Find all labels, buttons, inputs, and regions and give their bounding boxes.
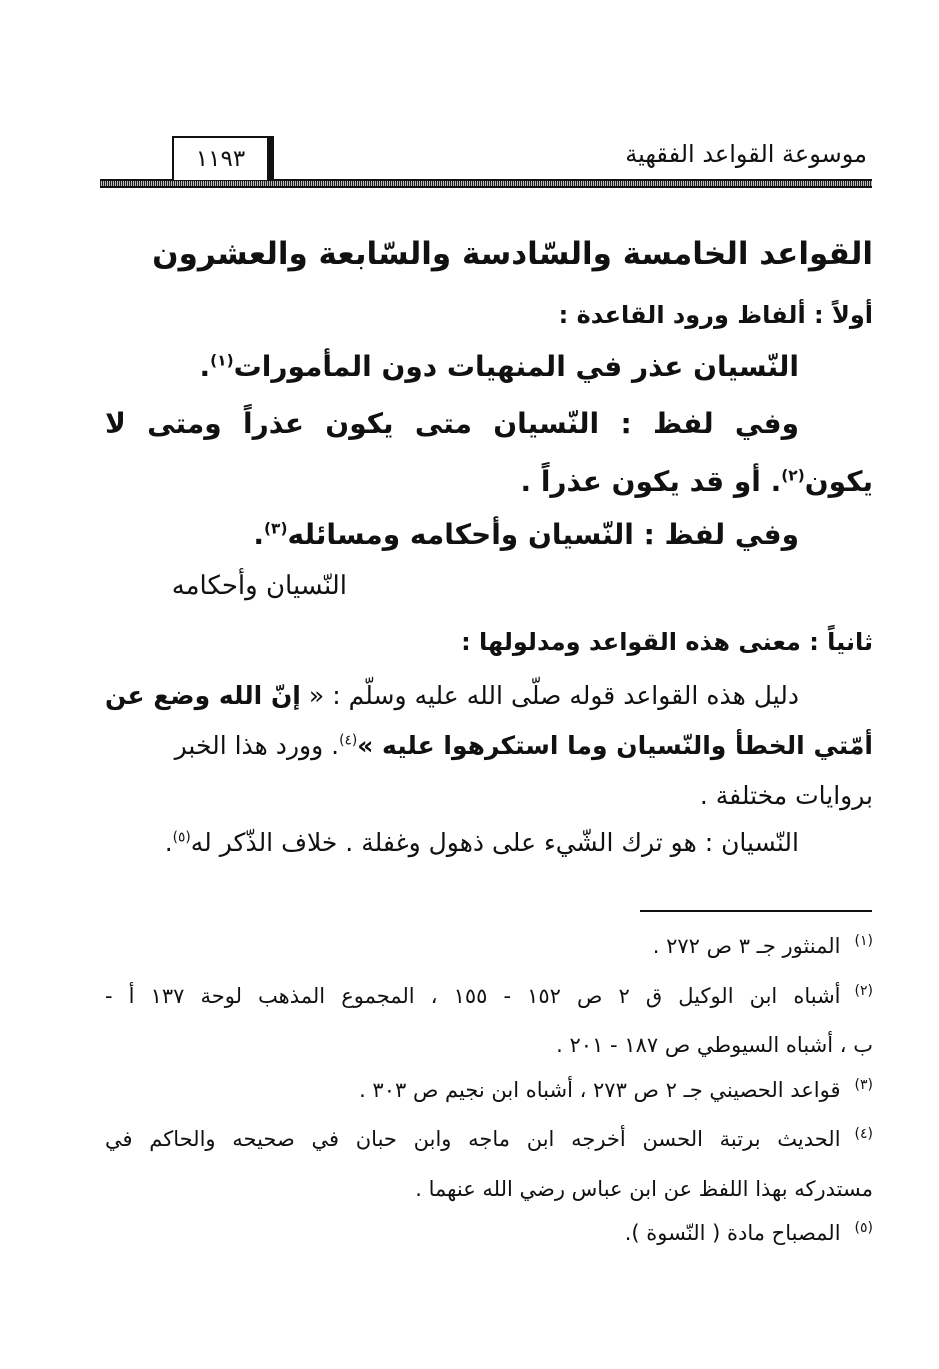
footnote-1-number: (١) (854, 933, 873, 949)
main-heading: القواعد الخامسة والسّادسة والسّابعة والعشرون (152, 236, 873, 272)
footnote-2-line2: ب ، أشباه السيوطي ص ١٨٧ - ٢٠١ . (556, 1033, 873, 1057)
footnote-3-text: قواعد الحصيني جـ ٢ ص ٢٧٣ ، أشباه ابن نجيم ص ٣٠٣ . (359, 1078, 841, 1102)
para1-line2 (175, 731, 873, 760)
footnote-4-line2: مستدركه بهذا اللفظ عن ابن عباس رضي الله عنهما . (415, 1177, 873, 1201)
footnote-ref-2[interactable]: (٢) (781, 466, 805, 485)
footnote-4-text-line1: الحديث برتبة الحسن أخرجه ابن ماجه وابن حبان في صحيحه والحاكم في (105, 1127, 841, 1151)
para1-line2-plain: . وورد هذا الخبر (174, 731, 340, 760)
section1-heading: أولاً : ألفاظ ورود القاعدة : (558, 301, 873, 329)
para2 (165, 828, 799, 857)
hadith-text-start: إنّ الله وضع عن (105, 681, 301, 710)
rule2-line2 (520, 465, 873, 498)
footnote-1 (653, 933, 873, 958)
para2-period: . (164, 828, 173, 857)
rule2-line2-end: . أو قد يكون عذراً . (520, 465, 782, 498)
para1-line1-plain: دليل هذه القواعد قوله صلّى الله عليه وسلّم : « (308, 681, 799, 710)
page-number: ١١٩٣ (172, 136, 274, 180)
footnote-5-number: (٥) (854, 1220, 873, 1236)
rule1-period: . (199, 350, 211, 383)
footnote-separator (640, 910, 872, 912)
rule3-text (253, 518, 799, 551)
footnote-4-number: (٤) (854, 1126, 873, 1142)
footnote-2-line1 (105, 983, 873, 1008)
para2-body: النّسيان : هو ترك الشّيء على ذهول وغفلة . خلاف الذّكر له (190, 828, 799, 857)
footnote-4-line1 (105, 1126, 873, 1151)
footnote-5-text: المصباح مادة ( النّسوة ). (624, 1221, 841, 1245)
footnote-2-text-line1: أشباه ابن الوكيل ق ٢ ص ١٥٢ - ١٥٥ ، المجموع المذهب لوحة ١٣٧ أ - (105, 984, 841, 1008)
footnote-1-text: المنثور جـ ٣ ص ٢٧٢ . (652, 934, 841, 958)
header-rule (100, 179, 872, 188)
hadith-text-end: أمّتي الخطأ والنّسيان وما استكرهوا عليه » (357, 731, 873, 760)
footnote-ref-1[interactable]: (١) (210, 351, 234, 370)
footnote-5 (625, 1220, 873, 1245)
rule1-text (199, 350, 799, 383)
para1-line1 (105, 681, 799, 710)
footnote-ref-5[interactable]: (٥) (172, 829, 191, 846)
para1-line3: بروايات مختلفة . (699, 781, 873, 810)
rule2-line2-start: يكون (804, 465, 873, 498)
footnote-3-number: (٣) (854, 1077, 873, 1093)
rule3-body: وفي لفظ : النّسيان وأحكامه ومسائله (287, 518, 799, 551)
rule3-period: . (253, 518, 264, 551)
footnote-ref-4[interactable]: (٤) (339, 732, 358, 749)
section2-heading: ثانياً : معنى هذه القواعد ومدلولها : (461, 628, 873, 656)
rule2-line1: وفي لفظ : النّسيان متى يكون عذراً ومتى لا (105, 407, 799, 440)
footnote-ref-3[interactable]: (٣) (264, 519, 288, 538)
running-header-title: موسوعة القواعد الفقهية (625, 140, 867, 168)
rule1-body: النّسيان عذر في المنهيات دون المأمورات (233, 350, 799, 383)
footnote-2-number: (٢) (854, 983, 873, 999)
handwritten-annotation: النّسيان وأحكامه (171, 571, 347, 601)
footnote-3 (359, 1077, 873, 1102)
